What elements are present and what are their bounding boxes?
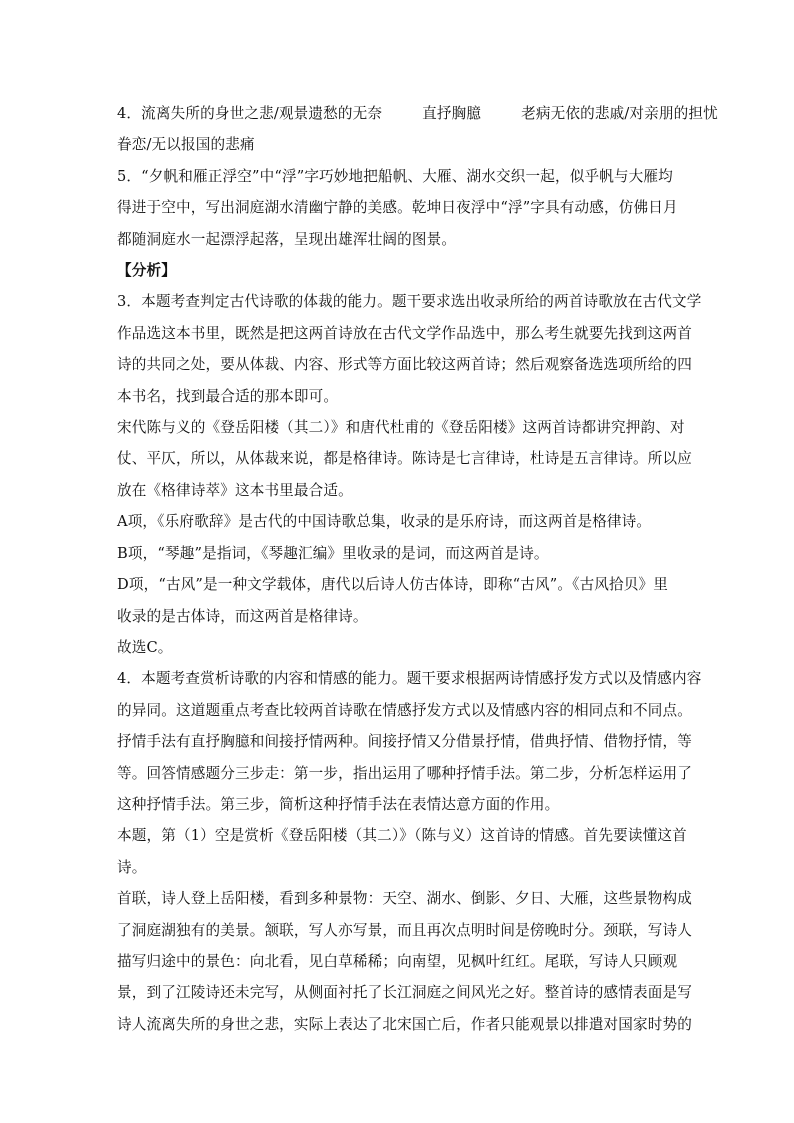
text-line: 作品选这本书里，既然是把这两首诗放在古代文学作品选中，那么考生就要先找到这两首 <box>117 324 693 342</box>
text-line: 了洞庭湖独有的美景。颔联，写人亦写景，而且再次点明时间是傍晚时分。颈联，写诗人 <box>117 921 693 939</box>
text-line: 的异同。这道题重点考查比较两首诗歌在情感抒发方式以及情感内容的相同点和不同点。 <box>117 701 693 719</box>
text-line: 都随洞庭水一起漂浮起落，呈现出雄浑壮阔的图景。 <box>117 230 457 248</box>
section-heading-analysis: 【分析】 <box>117 262 176 280</box>
text-line: 故选C。 <box>117 638 173 656</box>
text-line: 抒情手法有直抒胸臆和间接抒情两种。间接抒情又分借景抒情，借典抒情、借物抒情，等 <box>117 733 693 751</box>
text-line: 这种抒情手法。第三步，简析这种抒情手法在表情达意方面的作用。 <box>117 795 560 813</box>
text-line: 宋代陈与义的《登岳阳楼（其二）》和唐代杜甫的《登岳阳楼》这两首诗都讲究押韵、对 <box>117 419 685 437</box>
text-line: A项，《乐府歌辞》是古代的中国诗歌总集，收录的是乐府诗，而这两首是格律诗。 <box>117 513 652 531</box>
answer-4-part-2: 直抒胸臆 <box>422 105 482 122</box>
text-line: D项，“古风”是一种文学载体，唐代以后诗人仿古体诗，即称“古风”。《古风拾贝》里 <box>117 576 669 594</box>
text-line: 本题，第（1）空是赏析《登岳阳楼（其二）》（陈与义）这首诗的情感。首先要读懂这首 <box>117 827 687 845</box>
text-line: 4．本题考查赏析诗歌的内容和情感的能力。题干要求根据两诗情感抒发方式以及情感内容 <box>117 670 702 688</box>
text-line: 仗、平仄，所以，从体裁来说，都是格律诗。陈诗是七言律诗，杜诗是五言律诗。所以应 <box>117 450 693 468</box>
text-line: 本书名，找到最合适的那本即可。 <box>117 387 339 405</box>
text-line: B项，“琴趣”是指词，《琴趣汇编》里收录的是词，而这两首是诗。 <box>117 544 549 562</box>
answer-4-line <box>117 98 718 129</box>
text-line: 诗的共同之处，要从体裁、内容、形式等方面比较这两首诗；然后观察备选选项所给的四 <box>117 356 693 374</box>
text-line: 收录的是古体诗，而这两首是格律诗。 <box>117 607 368 625</box>
answer-4-part-1: 4．流离失所的身世之悲/观景遗愁的无奈 <box>117 105 383 122</box>
text-line: 5．“夕帆和雁正浮空”中“浮”字巧妙地把船帆、大雁、湖水交织一起，似乎帆与大雁均 <box>117 167 673 185</box>
text-line: 景，到了江陵诗还未完写，从侧面衬托了长江洞庭之间风光之好。整首诗的感情表面是写 <box>117 984 693 1002</box>
text-line: 诗人流离失所的身世之悲，实际上表达了北宋国亡后，作者只能观景以排遣对国家时势的 <box>117 1015 693 1033</box>
answer-4-part-3: 老病无依的悲戚/对亲朋的担忧 <box>521 105 718 122</box>
text-line: 得进于空中，写出洞庭湖水清幽宁静的美感。乾坤日夜浮中“浮”字具有动感，仿佛日月 <box>117 199 678 217</box>
text-line: 等。回答情感题分三步走：第一步，指出运用了哪种抒情手法。第二步，分析怎样运用了 <box>117 764 693 782</box>
text-line: 放在《格律诗萃》这本书里最合适。 <box>117 481 353 499</box>
text-line: 3．本题考查判定古代诗歌的体裁的能力。题干要求选出收录所给的两首诗歌放在古代文学 <box>117 293 702 311</box>
text-line: 诗。 <box>117 858 147 876</box>
text-line: 描写归途中的景色：向北看，见白草稀稀；向南望，见枫叶红红。尾联，写诗人只顾观 <box>117 952 678 970</box>
text-line: 眷恋/无以报国的悲痛 <box>117 136 255 154</box>
text-line: 首联，诗人登上岳阳楼，看到多种景物：天空、湖水、倒影、夕日、大雁，这些景物构成 <box>117 890 693 908</box>
